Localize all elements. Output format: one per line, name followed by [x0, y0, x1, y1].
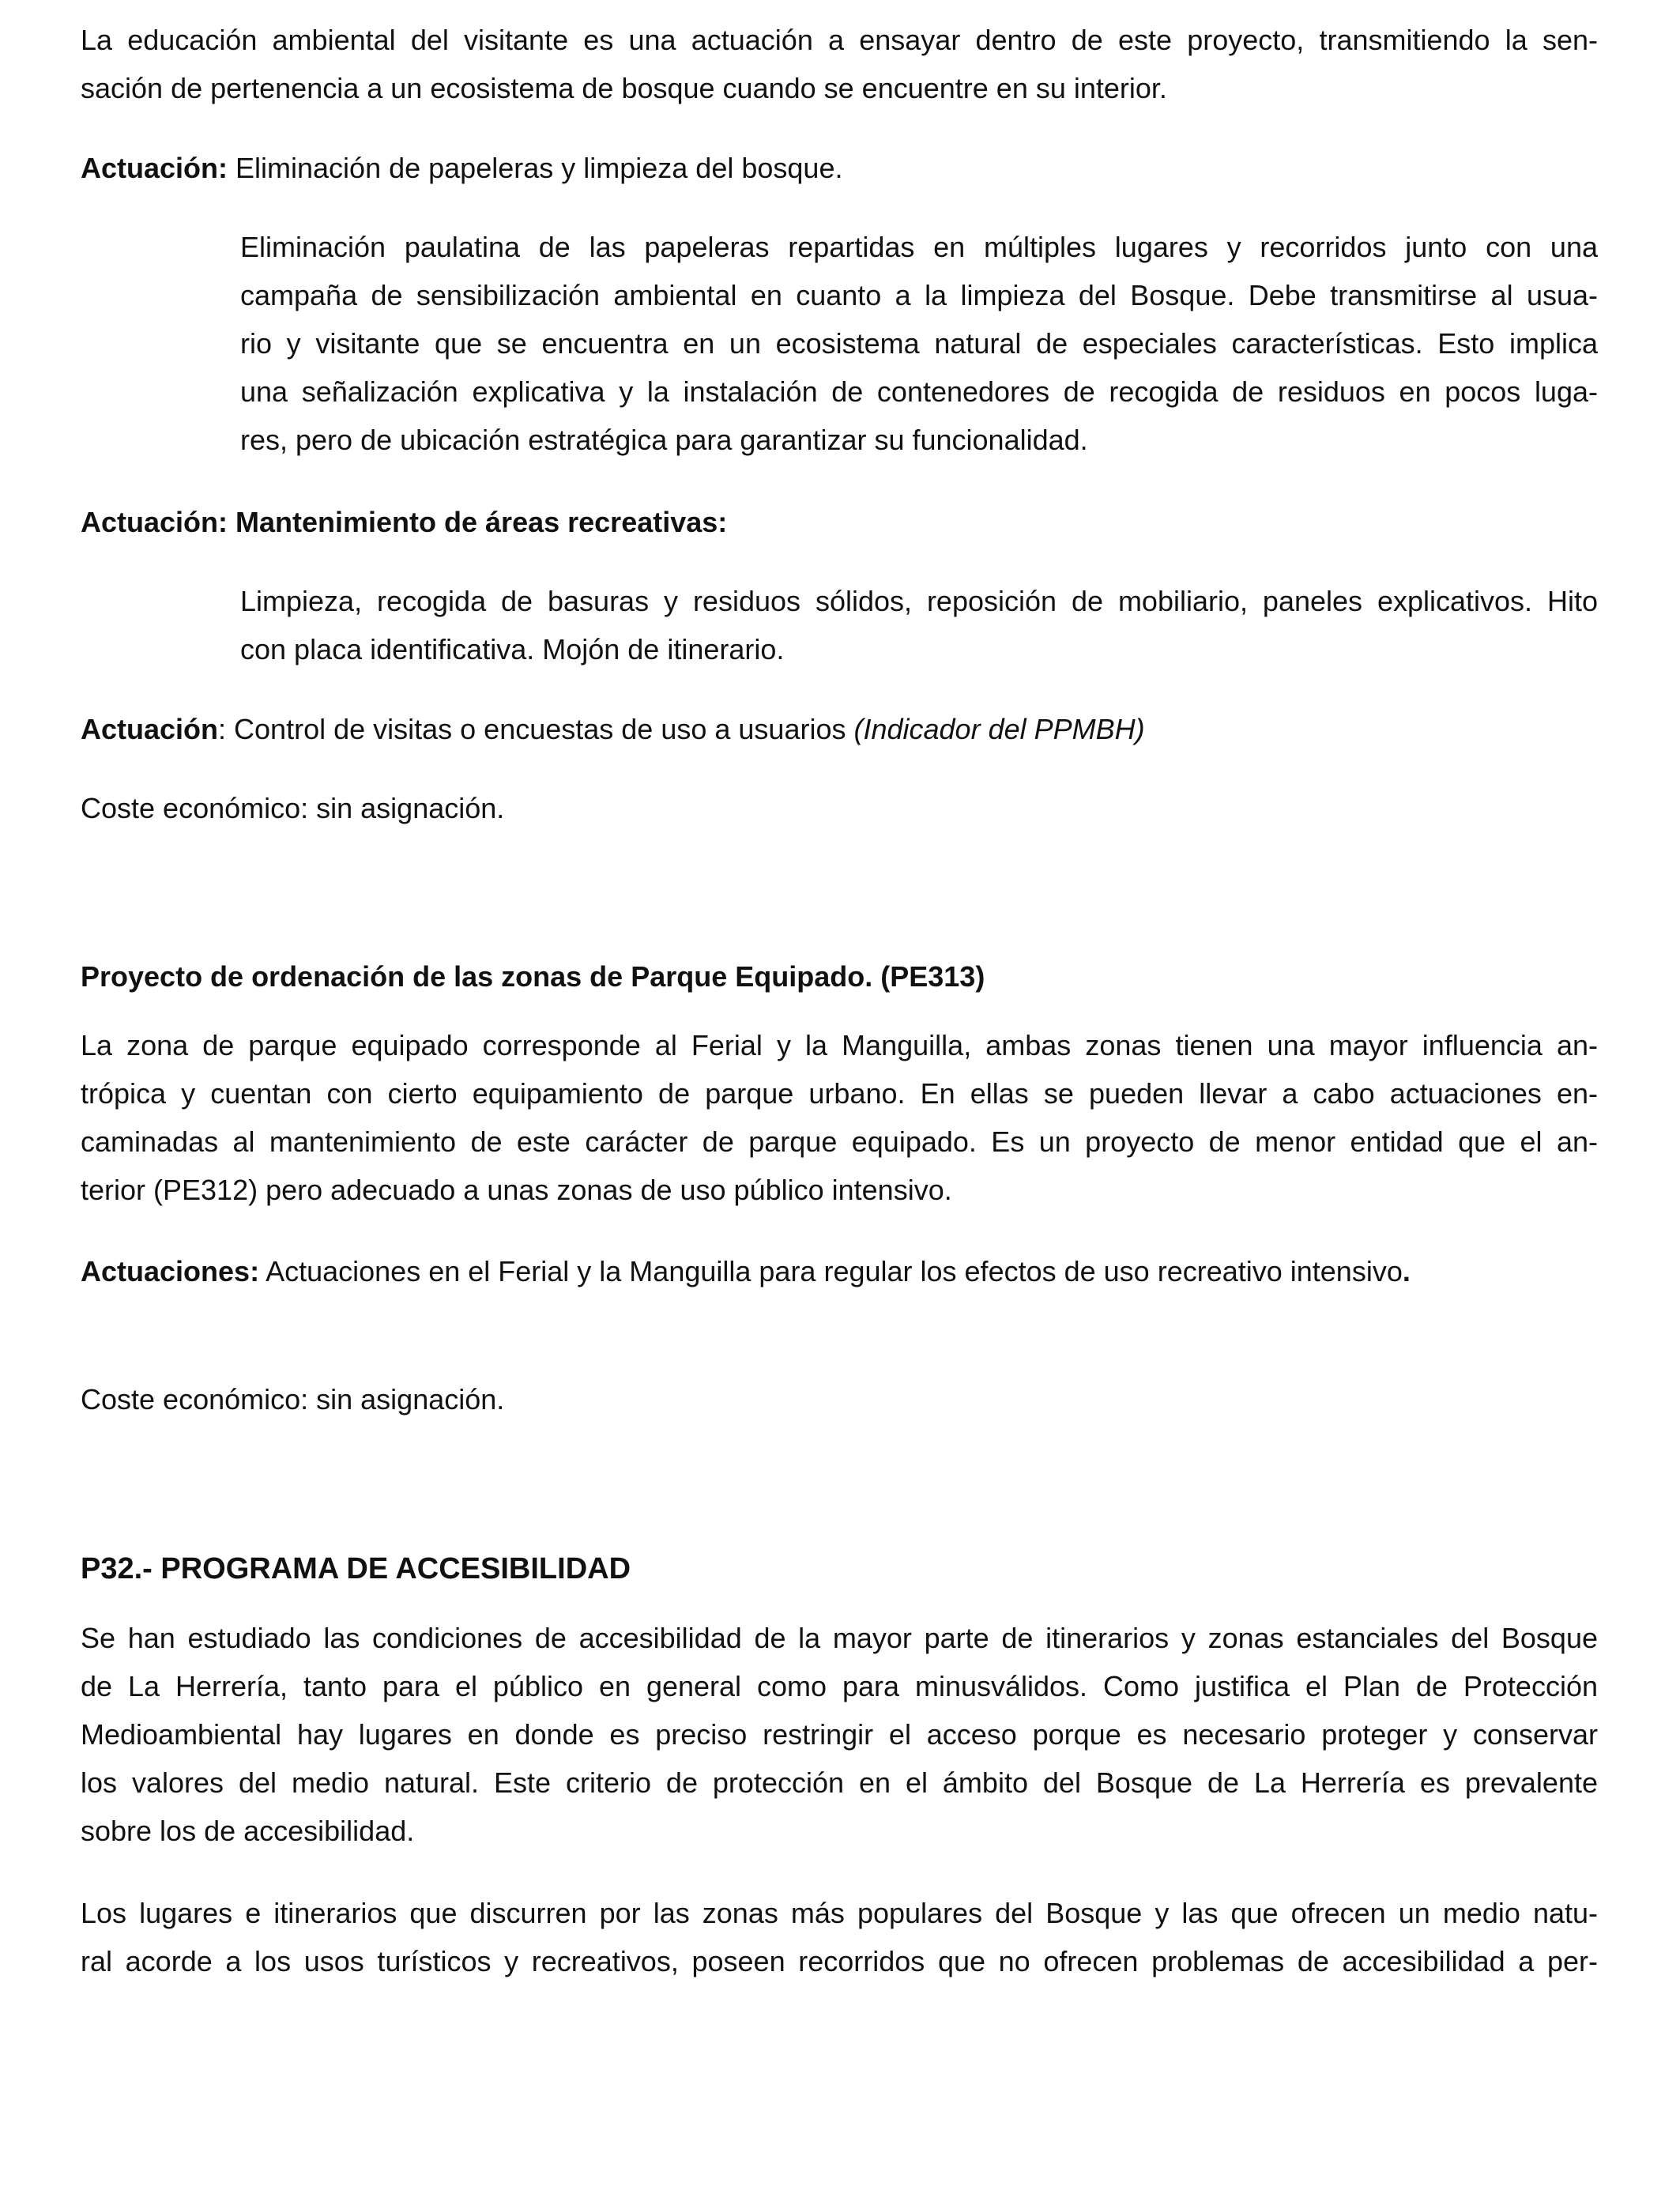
indicador-ppmbh: (Indicador del PPMBH) — [853, 713, 1145, 745]
paragraph-line: Los lugares e itinerarios que discurren por las zonas más populares del Bosque y las que ofrecen un medio natu- — [81, 1897, 1598, 1929]
paragraph-line: Medioambiental hay lugares en donde es preciso restringir el acceso porque es necesario proteger y conservar — [81, 1718, 1598, 1751]
actuacion-heading: Actuación: Mantenimiento de áreas recreativas: — [81, 506, 728, 538]
paragraph-line: de La Herrería, tanto para el público en general como para minusválidos. Como justifica el Plan de Protección — [81, 1670, 1598, 1702]
paragraph-line: ral acorde a los usos turísticos y recreativos, poseen recorridos que no ofrecen problemas de accesibilidad a per- — [81, 1945, 1598, 1977]
actuaciones-text: Actuaciones en el Ferial y la Manguilla para regular los efectos de uso recreativo intensivo — [259, 1255, 1403, 1287]
actuacion-mantenimiento-detail — [240, 577, 1598, 673]
actuacion-text: Eliminación de papeleras y limpieza del bosque. — [228, 152, 843, 184]
p32-paragraph-2 — [81, 1889, 1598, 1985]
actuaciones-label: Actuaciones: — [81, 1255, 260, 1287]
pe313-heading: Proyecto de ordenación de las zonas de Parque Equipado. (PE313) — [81, 960, 985, 993]
paragraph-line: Se han estudiado las condiciones de accesibilidad de la mayor parte de itinerarios y zonas estanciales del Bosque — [81, 1622, 1598, 1654]
intro-paragraph — [81, 16, 1598, 112]
actuacion-label: Actuación — [81, 713, 219, 745]
paragraph-line: sobre los de accesibilidad. — [81, 1815, 415, 1847]
paragraph-line: los valores del medio natural. Este criterio de protección en el ámbito del Bosque de La Herrería es prevalente — [81, 1766, 1598, 1799]
actuacion-papeleras — [81, 144, 1598, 192]
coste-economico-1 — [81, 784, 1598, 832]
intro-line-1: La educación ambiental del visitante es una actuación a ensayar dentro de este proyecto, transmitiendo la sen- — [81, 24, 1598, 56]
pe313-paragraph — [81, 1021, 1598, 1214]
detail-line: campaña de sensibilización ambiental en cuanto a la limpieza del Bosque. Debe transmitirse al usua- — [240, 279, 1598, 311]
p32-paragraph-1 — [81, 1614, 1598, 1855]
p32-heading: P32.- PROGRAMA DE ACCESIBILIDAD — [81, 1552, 631, 1585]
coste-text: Coste económico: sin asignación. — [81, 792, 505, 824]
actuacion-control-visitas — [81, 705, 1598, 753]
actuacion-mantenimiento — [81, 498, 1598, 546]
actuacion-papeleras-detail — [240, 223, 1598, 464]
detail-line: rio y visitante que se encuentra en un ecosistema natural de especiales características. Esto implica — [240, 327, 1598, 360]
intro-line-2: sación de pertenencia a un ecosistema de bosque cuando se encuentre en su interior. — [81, 72, 1167, 104]
detail-line: res, pero de ubicación estratégica para garantizar su funcionalidad. — [240, 424, 1088, 456]
actuacion-text: : Control de visitas o encuestas de uso a usuarios — [218, 713, 854, 745]
actuacion-label: Actuación: — [81, 152, 228, 184]
coste-text: Coste económico: sin asignación. — [81, 1383, 505, 1416]
paragraph-line: terior (PE312) pero adecuado a unas zonas de uso público intensivo. — [81, 1174, 952, 1206]
paragraph-line: caminadas al mantenimiento de este carácter de parque equipado. Es un proyecto de menor entidad que el an- — [81, 1125, 1598, 1158]
detail-line: con placa identificativa. Mojón de itinerario. — [240, 633, 785, 665]
detail-line: Eliminación paulatina de las papeleras repartidas en múltiples lugares y recorridos junto con una — [240, 231, 1598, 263]
detail-line: una señalización explicativa y la instalación de contenedores de recogida de residuos en pocos luga- — [240, 375, 1598, 408]
coste-economico-2 — [81, 1375, 1598, 1423]
detail-line: Limpieza, recogida de basuras y residuos sólidos, reposición de mobiliario, paneles explicativos. Hito — [240, 585, 1598, 617]
pe313-actuaciones — [81, 1247, 1598, 1295]
paragraph-line: La zona de parque equipado corresponde al Ferial y la Manguilla, ambas zonas tienen una mayor influencia an- — [81, 1029, 1598, 1061]
actuaciones-end: . — [1402, 1255, 1411, 1287]
paragraph-line: trópica y cuentan con cierto equipamiento de parque urbano. En ellas se pueden llevar a cabo actuaciones en- — [81, 1077, 1598, 1110]
